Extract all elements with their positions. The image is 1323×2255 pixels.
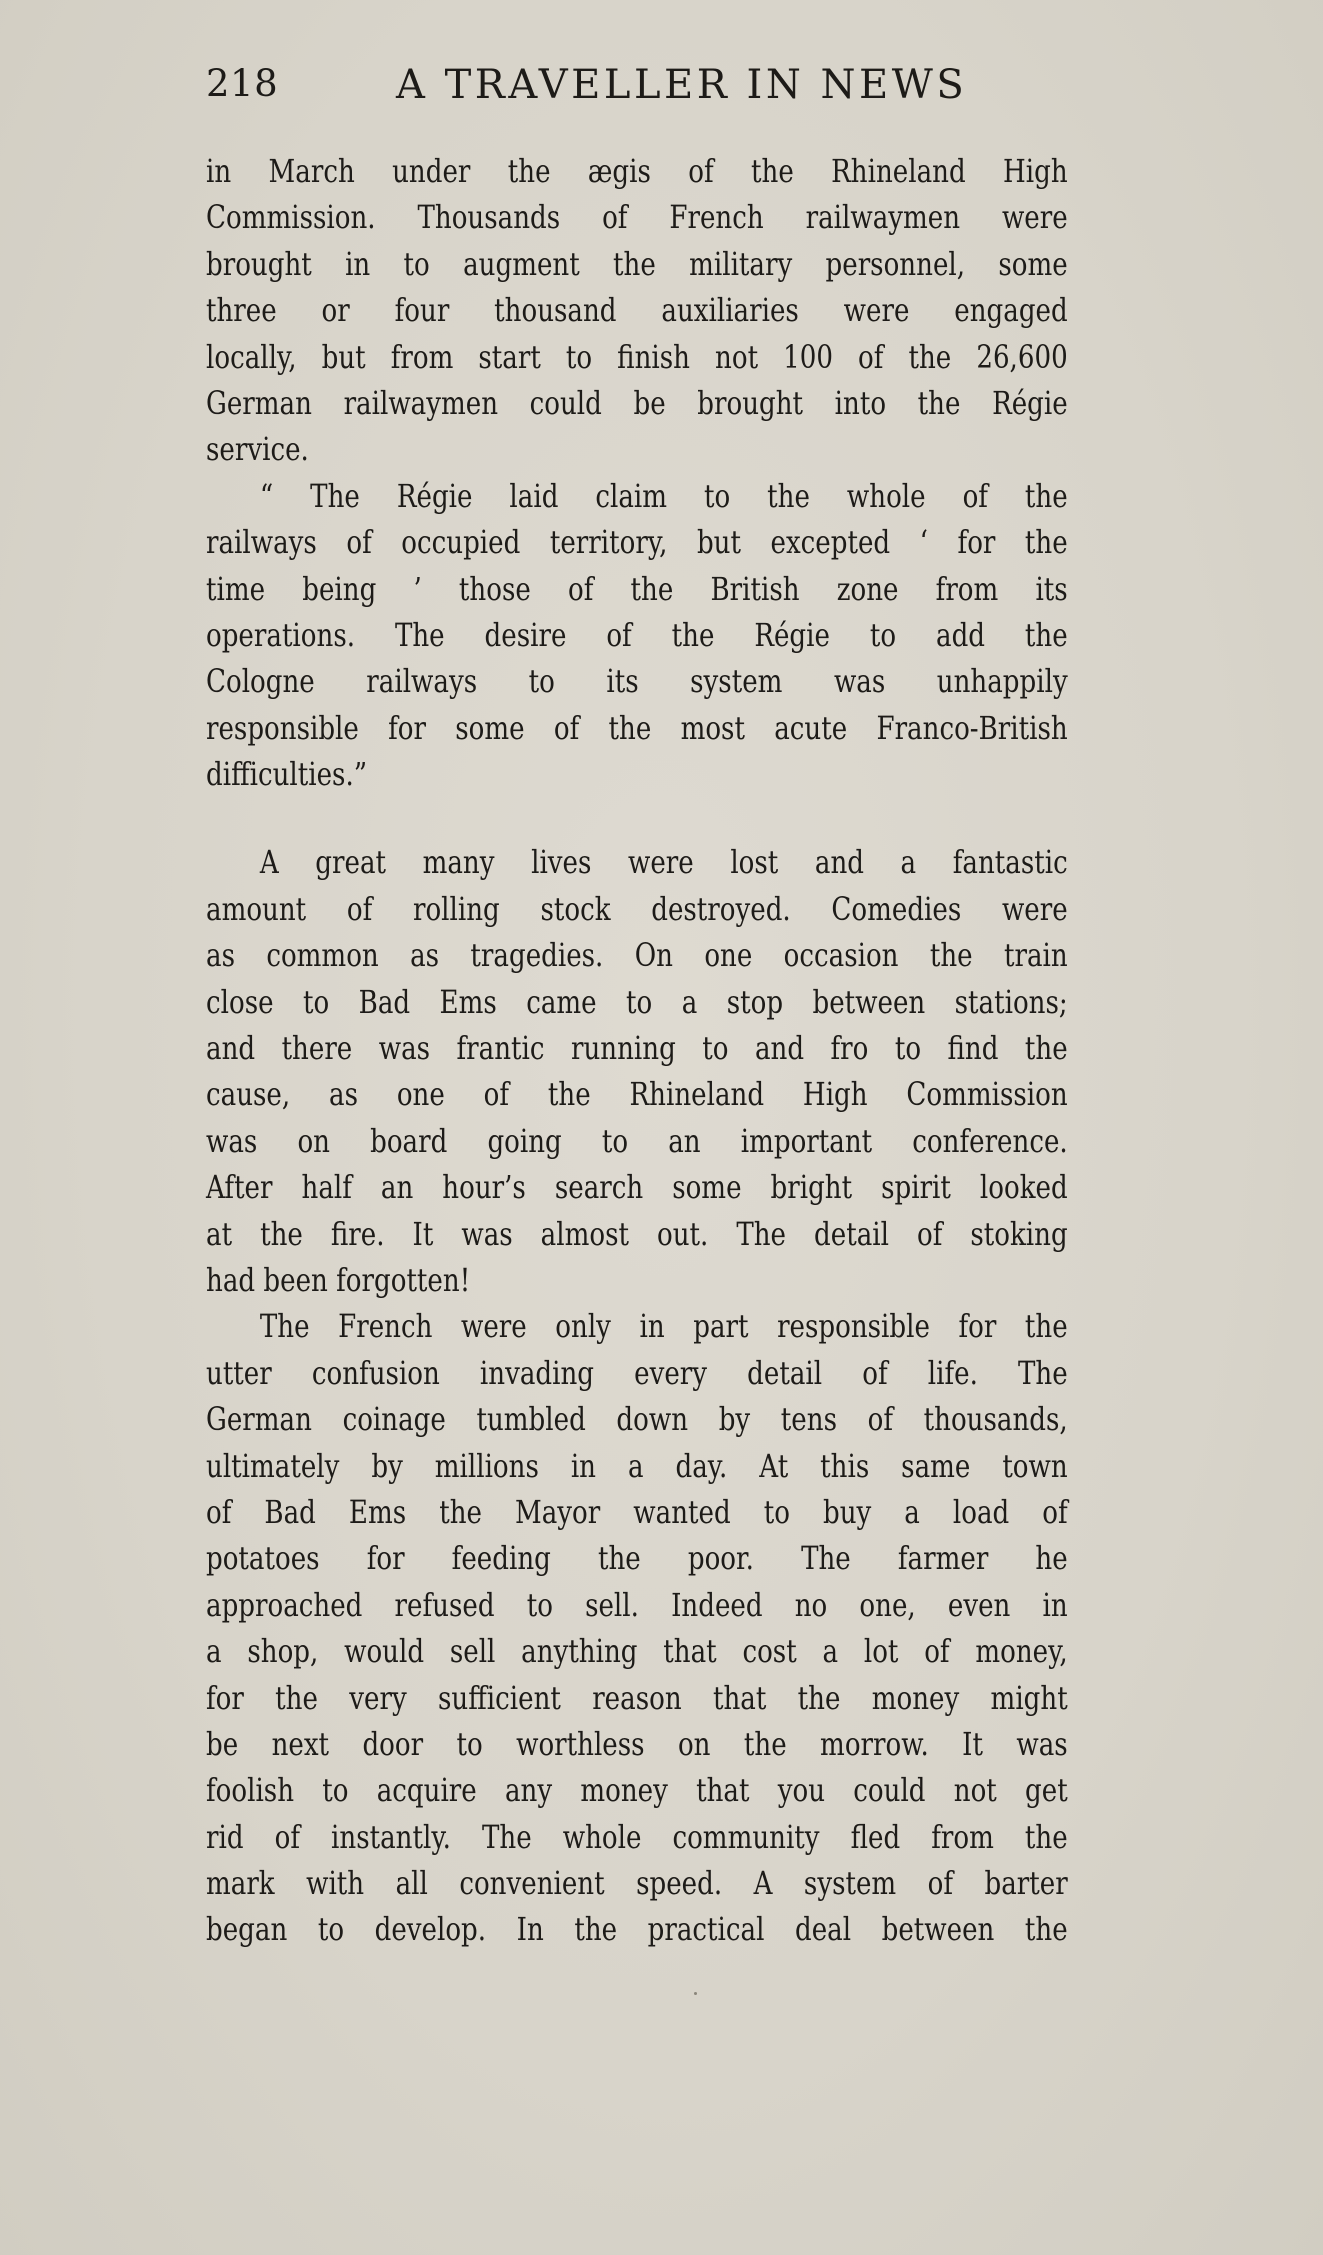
text-line: railways of occupied territory, but excepted ‘ for the [206,523,1068,562]
text-line: After half an hour’s search some bright spirit looked [206,1168,1068,1207]
page-header [206,62,1068,114]
text-line: locally, but from start to finish not 100 of the 26,600 [206,337,1068,376]
text-line: of Bad Ems the Mayor wanted to buy a load of [206,1492,1068,1531]
text-line: began to develop. In the practical deal between the [206,1910,1068,1949]
text-line: “ The Régie laid claim to the whole of the [259,476,1068,515]
text-line: German railwaymen could be brought into the Régie [206,383,1068,422]
text-line: Cologne railways to its system was unhappily [206,662,1068,701]
text-line: brought in to augment the military personnel, some [206,244,1068,283]
text-line: difficulties.” [206,755,368,794]
text-line: a shop, would sell anything that cost a lot of money, [206,1632,1068,1671]
paragraph-1 [206,148,1068,473]
text-line: foolish to acquire any money that you could not get [206,1771,1068,1810]
text-line: potatoes for feeding the poor. The farmer he [206,1539,1068,1578]
paragraph-2-quote [206,473,1068,798]
paper-speck [694,1992,697,1995]
text-line: Commission. Thousands of French railwaymen were [206,198,1068,237]
text-line: time being ’ those of the British zone from its [206,569,1068,608]
running-head: A TRAVELLER IN NEWS [396,62,968,108]
text-line: for the very sufficient reason that the money might [206,1678,1068,1717]
text-line: close to Bad Ems came to a stop between stations; [206,982,1068,1021]
text-line: was on board going to an important conference. [206,1121,1068,1160]
text-line: A great many lives were lost and a fantastic [259,843,1068,882]
paragraph-3 [206,839,1068,1303]
paragraph-4 [206,1303,1068,1952]
text-line: The French were only in part responsible for the [259,1307,1068,1346]
text-line: German coinage tumbled down by tens of thousands, [206,1400,1068,1439]
text-line: had been forgotten! [206,1260,471,1299]
text-line: and there was frantic running to and fro to find the [206,1029,1068,1068]
text-line: operations. The desire of the Régie to add the [206,615,1068,654]
text-line: utter confusion invading every detail of life. The [206,1353,1068,1392]
text-line: three or four thousand auxiliaries were engaged [206,291,1068,330]
page-number: 218 [206,62,279,105]
text-line: approached refused to sell. Indeed no one, even in [206,1585,1068,1624]
body-text [206,148,1068,1953]
text-line: in March under the ægis of the Rhineland High [206,152,1068,190]
text-line: mark with all convenient speed. A system of barter [206,1864,1068,1903]
text-line: as common as tragedies. On one occasion the train [206,936,1068,975]
text-line: service. [206,430,309,469]
text-line: rid of instantly. The whole community fled from the [206,1817,1068,1856]
text-line: be next door to worthless on the morrow. It was [206,1724,1068,1763]
section-break [206,797,1068,839]
text-line: at the fire. It was almost out. The detail of stoking [206,1214,1068,1253]
text-line: responsible for some of the most acute Franco-British [206,708,1068,747]
text-line: cause, as one of the Rhineland High Commission [206,1075,1068,1114]
text-line: amount of rolling stock destroyed. Comedies were [206,889,1068,928]
text-line: ultimately by millions in a day. At this same town [206,1446,1068,1485]
